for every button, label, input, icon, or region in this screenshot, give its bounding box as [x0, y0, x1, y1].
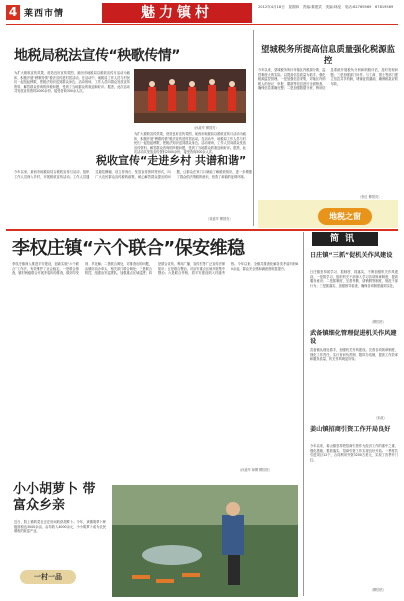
briefs-rule [303, 232, 304, 596]
story-a-body: 为扩大税收宣传效果，营造良好宣传氛围，莱西市地税局以税收宣传月活动为载体，积极开展“秧歌传情”税法宣传进村居活动。在活动中，地税局工作人员与村民们一起扭起秧歌，把税法知识送到群众身边。活动现场，工作人员向群众发放宣传资料，解答群众咨询的涉税问题，受到了当地群众的欢迎和好评。据悉，此次活动共发放宣传资料2000余份，接受咨询300余人次。 [14, 71, 130, 94]
brief-1-credit: （柳国亮） [370, 320, 386, 324]
right-top-body: 今年以来，望城税务所针对辖区内税源分散、监控难度大的实际，以提高信息质量为抓手，强化税源监控管理。一是加强信息采集，对辖区内纳税人的登记、申报、缴款等信息进行全面核查，确保信息准确完整；二是加强数据分析，利用信息系统开展税负分析和纳税评估，及时发现问题；三是加强部门协作，与工商、国土等部门建立信息共享机制，堵塞征管漏洞，确保税款应收尽收。 [258, 68, 398, 91]
story-a-sub-body: 今年以来，莱西市地税局结合税收宣传月活动，组织工作人员深入乡村，开展税收宣传活动。工作人员通过悬挂横幅、设立咨询台、发放宣传资料等形式，向广大农民群众宣传税收政策，耐心解答群众提出的问题，让群众在家门口就能了解税收知识，进一步增强了群众依法纳税的意识，营造了和谐的征纳环境。 [14, 170, 252, 179]
story-a-body-cont: 为扩大税收宣传效果，营造良好宣传氛围，莱西市地税局以税收宣传月活动为载体，积极开展“秧歌传情”税法宣传进村居活动。在活动中，地税局工作人员与村民们一起扭起秧歌，把税法知识送到群众身边。活动现场，工作人员向群众发放宣传资料，解答群众咨询的涉税问题，受到了当地群众的欢迎和好评。据悉，此次活动共发放宣传资料2000余份，接受咨询300余人次。 [134, 132, 246, 155]
brief-2-credit: （宋政） [374, 416, 387, 420]
page-number: 4 [6, 5, 20, 20]
story-c-label: 一村一品 [20, 570, 76, 584]
brief-3-credit: （柳国亮） [370, 588, 386, 592]
right-top-credit: （李红 柳国亮） [358, 195, 382, 199]
performers-illustration [134, 69, 246, 123]
dateline: 2012年4月18日 星期四 责编:秦建武 美编:林泓 电话:82769569 67819569 [258, 5, 394, 9]
story-c-photo [112, 485, 298, 597]
brief-3-body: 今年以来，姜山镇坚持把招商引资作为经济工作的重中之重，强化措施，狠抓落实，招商引资工作实现良好开局。一季度共引进项目12个，合同利用外资3200万美元，实现了首季开门红。 [310, 444, 398, 462]
story-b-credit: （孙道华 林柳 柳国亮） [238, 468, 272, 472]
story-a-photo [134, 69, 246, 123]
section-rule [6, 229, 398, 231]
masthead-rule [6, 24, 398, 25]
story-c-caption: 近日，院上镇的菜农正在田间收获胡萝卜。今年，该镇胡萝卜种植面积达3000余亩，亩均收入4000余元，小小胡萝卜成为农民增收的致富产业。 [14, 520, 106, 534]
story-a-subheadline: 税收宣传“走进乡村 共谱和谐” [96, 154, 247, 167]
brief-3-headline: 姜山镇招商引资工作开局良好 [310, 426, 391, 433]
story-a-sub-credit: （刘道华 柳国亮） [206, 217, 233, 221]
brief-1-headline: 日庄镇“三抓”促机关作风建设 [310, 252, 393, 259]
briefs-label: 简讯 [312, 232, 378, 246]
story-c-headline: 小小胡萝卜 带富众乡亲 [13, 482, 96, 513]
brand-name: 莱西市情 [24, 9, 65, 19]
corner-badge: 地税之窗 [318, 208, 372, 225]
story-b-headline: 李权庄镇“六个联合”保安维稳 [12, 238, 245, 259]
story-b-body: 李权庄镇深入推进平安建设，创新实施“六个联合”工作法，有效维护了社会稳定。一是联合排查，镇村两级联合开展矛盾纠纷排查，做到早发现、早化解；二是联合调处，对排查出的问题，由镇综治办牵头，相关部门联合调处；三是联合防控，组建治安巡逻队，加强重点区域巡逻；四是联合宣传，利用广播、宣传栏等广泛宣传法律知识；五是联合整治，对治安重点区域开展集中整治；六是联合考核，将平安建设纳入村级考核。今年以来，全镇共排查化解各类矛盾纠纷80余起，群众安全感和满意度明显提升。 [12, 262, 298, 276]
right-top-headline: 望城税务所提高信息质量强化税源监控 [261, 44, 395, 65]
section-title: 魅力镇村 [102, 3, 252, 23]
story-a-headline: 地税局税法宣传“秧歌传情” [14, 48, 180, 64]
brief-2-body: 武备镇从细处着手，加强机关作风建设。完善各项规章制度，细化工作责任，实行首问负责制、限时办结制，提高工作效率和服务质量，机关作风明显好转。 [310, 348, 398, 362]
brief-2-headline: 武备镇细化管理促进机关作风建设 [310, 330, 397, 345]
column-rule [253, 30, 254, 226]
brief-1-body: 日庄镇坚持抓学习、抓制度、抓落实，不断加强机关作风建设。一是抓学习，组织机关干部深入学习各项规章制度，提高服务意识；二是抓制度，完善考勤、请销假等制度，规范干部行为；三是抓落实，加强督导检查，确保各项制度落到实处。 [310, 270, 398, 288]
farmer-washing-illustration [112, 485, 298, 597]
story-a-credit: （孙道华 柳国亮） [192, 126, 219, 130]
